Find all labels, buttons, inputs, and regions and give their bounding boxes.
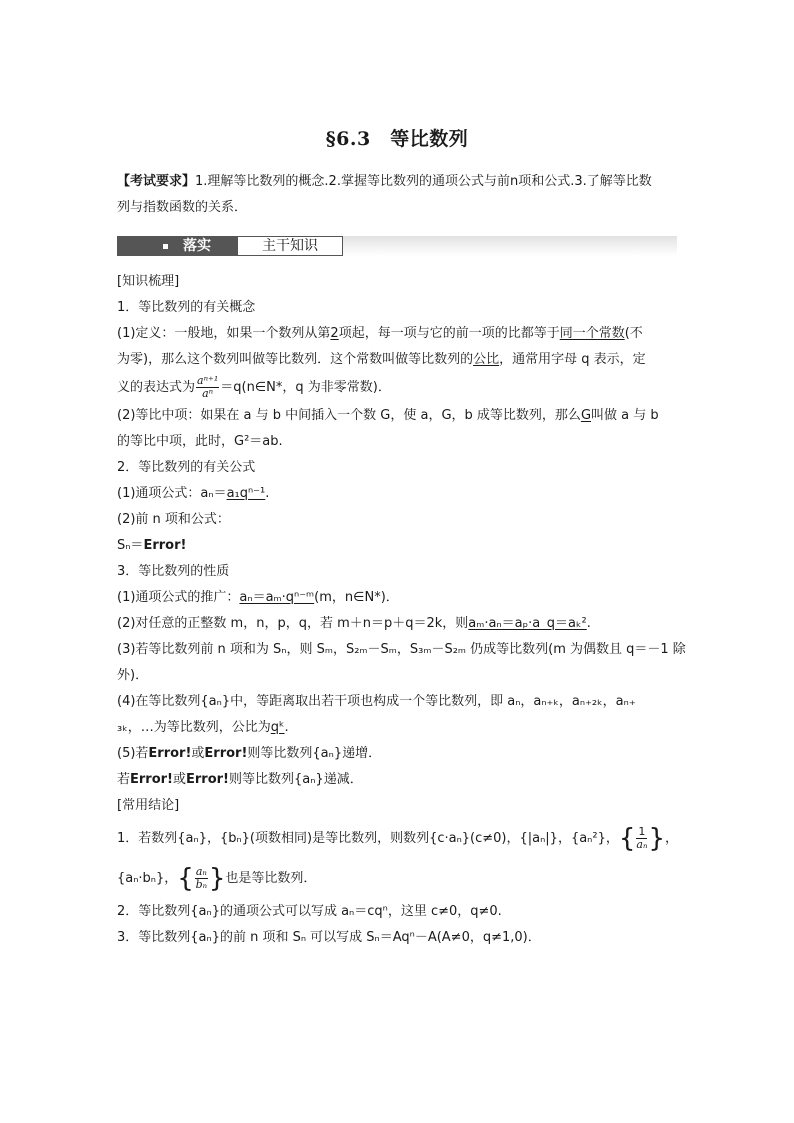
common-1-line1: 1．若数列{aₙ}，{bₙ}(项数相同)是等比数列，则数列{c·aₙ}(c≠0)，{|aₙ|}，{aₙ²}，{ $\frac{1}{\text{aₙ}}$ }， [117, 823, 678, 854]
s3-property3-line1: (3)若等比数列前 n 项和为 Sₙ，则 Sₘ，S₂ₘ－Sₘ，S₃ₘ－S₂ₘ 仍成等比数列(m 为偶数且 q＝－1 除 [117, 642, 686, 657]
blank-2: 2 [330, 326, 339, 341]
error-placeholder: Error! [130, 772, 173, 787]
s3-property4-line1: (4)在等比数列{aₙ}中，等距离取出若干项也构成一个等比数列，即 aₙ，aₙ₊ₖ，aₙ₊₂ₖ，aₙ₊ [117, 694, 636, 709]
section-banner [117, 236, 677, 256]
common-2: 2．等比数列{aₙ}的通项公式可以写成 aₙ＝cqⁿ，这里 c≠0，q≠0. [117, 904, 502, 919]
common-1-line2: {aₙ·bₙ}，{ $\frac{\text{aₙ}}{\text{bₙ}}$ }也是等比数列． [117, 863, 317, 894]
blank-G: G [580, 408, 592, 423]
s3-property3-line2: 外)． [117, 668, 149, 683]
blank-qk: qᵏ [270, 720, 285, 735]
error-placeholder: Error! [143, 538, 187, 553]
s3-title: 3．等比数列的性质 [117, 564, 230, 579]
error-placeholder: Error! [186, 772, 229, 787]
s3-property6: 若Error!或Error!则等比数列{aₙ}递减． [117, 772, 363, 787]
s3-property4-line2: ₃ₖ，…为等比数列，公比为qᵏ. [117, 720, 289, 735]
blank-ratio: 公比 [473, 352, 500, 367]
requirements-line1: 1.理解等比数列的概念.2.掌握等比数列的通项公式与前n项和公式.3.了解等比数 [195, 174, 652, 189]
s1-title: 1．等比数列的有关概念 [117, 300, 256, 315]
banner-dark-label: 落实 [183, 238, 211, 254]
left-brace-icon: { [177, 863, 194, 894]
ratio-fraction: $\frac{\text{aⁿ⁺¹}}{\text{aⁿ}}$ [197, 374, 219, 400]
blank-extension: aₙ＝aₘ·qⁿ⁻ᵐ [239, 590, 315, 605]
blank-general: a₁qⁿ⁻¹ [226, 486, 266, 501]
s3-property2: (2)对任意的正整数 m，n，p，q，若 m＋n＝p＋q＝2k，则aₘ·aₙ＝aₚ·a_q＝aₖ². [117, 616, 591, 631]
s2-sum-title: (2)前 n 项和公式： [117, 512, 230, 527]
blank-product: aₘ·aₙ＝aₚ·a_q＝aₖ² [468, 616, 587, 631]
right-brace-icon: } [208, 863, 226, 894]
s2-title: 2．等比数列的有关公式 [117, 460, 256, 475]
banner-dark-tab [117, 236, 237, 256]
common-heading: [常用结论] [117, 798, 180, 813]
page-title: §6.3 等比数列 [325, 128, 469, 150]
s3-property1: (1)通项公式的推广：aₙ＝aₘ·qⁿ⁻ᵐ(m，n∈N*)． [117, 590, 399, 605]
s2-general-formula: (1)通项公式：aₙ＝a₁qⁿ⁻¹. [117, 486, 270, 501]
common-3: 3．等比数列{aₙ}的前 n 项和 Sₙ 可以写成 Sₙ＝Aqⁿ－A(A≠0，q≠1,0)． [117, 930, 541, 945]
error-placeholder: Error! [204, 746, 248, 761]
knowledge-section [117, 269, 686, 951]
reciprocal-fraction: $\frac{1}{\text{aₙ}}$ [636, 825, 648, 851]
s1-definition-line1: (1)定义：一般地，如果一个数列从第2项起，每一项与它的前一项的比都等于同一个常数(不 [117, 326, 643, 341]
s1-definition-line2: 为零)，那么这个数列叫做等比数列．这个常数叫做等比数列的公比，通常用字母 q 表示，定 [117, 352, 646, 367]
error-placeholder: Error! [148, 746, 192, 761]
banner-light-label: 主干知识 [237, 236, 343, 256]
requirements-label: 【考试要求】 [117, 174, 196, 189]
requirements-line2: 列与指数函数的关系． [117, 200, 248, 215]
blank-constant: 同一个常数 [559, 326, 625, 341]
s3-property5: (5)若Error!或Error!则等比数列{aₙ}递增． [117, 746, 382, 761]
square-bullet-icon [163, 244, 168, 249]
s1-definition-line3: 义的表达式为 $\frac{\text{aⁿ⁺¹}}{\text{aⁿ}}$ ＝q(n∈N*，q 为非零常数)． [117, 374, 391, 400]
right-brace-icon: } [648, 823, 665, 854]
knowledge-heading: [知识梳理] [117, 274, 180, 289]
s1-middle-line1: (2)等比中项：如果在 a 与 b 中间插入一个数 G，使 a，G，b 成等比数列，那么G叫做 a 与 b [117, 408, 659, 423]
quotient-fraction: $\frac{\text{aₙ}}{\text{bₙ}}$ [195, 865, 208, 891]
s2-sum-formula: Sₙ＝Error! [117, 538, 187, 553]
s1-middle-line2: 的等比中项，此时，G²＝ab. [117, 434, 283, 449]
left-brace-icon: { [618, 823, 636, 854]
exam-requirements [117, 169, 677, 221]
